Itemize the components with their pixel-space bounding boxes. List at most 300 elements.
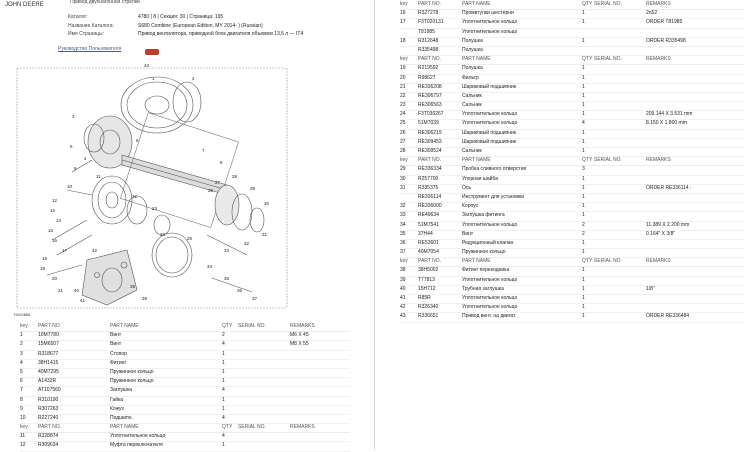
cell-key: 28 (400, 148, 406, 154)
cell-key: 26 (400, 129, 406, 136)
table-row (20, 406, 350, 415)
cell-part[interactable]: 10M7780 (38, 332, 59, 339)
header-qty: QTY (582, 157, 593, 164)
cell-qty: 1 (582, 102, 585, 109)
cell-key: 30 (400, 175, 406, 182)
cell-part[interactable]: AT107560 (38, 387, 61, 394)
callout-label: 8 (220, 160, 223, 165)
cell-name: Полушка (462, 46, 483, 53)
cell-part[interactable]: RE49634 (418, 212, 439, 219)
cell-key: 24 (400, 111, 406, 118)
cell-name: Подшипн. (110, 414, 133, 421)
table-row (400, 75, 745, 84)
cell-key: 27 (400, 138, 406, 145)
table-row (400, 130, 745, 139)
table-row (400, 267, 745, 276)
cell-key: 22 (400, 92, 406, 99)
cell-name: Сальник (462, 102, 482, 109)
table-row (400, 222, 745, 231)
cell-part[interactable]: R307263 (38, 405, 59, 412)
cell-remarks: 11.389 X 2.200 mm (646, 221, 690, 228)
catalog-info (68, 13, 303, 39)
cell-qty: 1 (222, 396, 225, 403)
cell-remarks: 1/8" (646, 285, 655, 292)
cell-key: 16 (400, 10, 406, 17)
cell-name: Уплотнительное кольцо (462, 276, 518, 283)
cell-name: Уплотнительное кольцо (462, 111, 518, 118)
table-row (20, 351, 350, 360)
header-part: PART NO. (418, 56, 442, 63)
cell-name: Фитинг переходника (462, 267, 510, 274)
cell-qty: 1 (582, 138, 585, 145)
cell-name: Фитинг (110, 359, 127, 366)
cell-part[interactable]: R227240 (38, 414, 59, 421)
parts-table-right (400, 1, 745, 323)
cell-name: Винт (110, 332, 122, 339)
cell-qty: 1 (582, 175, 585, 182)
cell-qty: 1 (582, 212, 585, 219)
header-qty: QTY (582, 258, 593, 265)
cell-part[interactable]: RE309524 (418, 148, 442, 154)
cell-part[interactable]: 15H712 (418, 285, 436, 292)
cell-key: 18 (400, 37, 406, 44)
cell-part[interactable]: R85R (418, 295, 431, 301)
callout-label: 33 (224, 248, 230, 253)
table-row (400, 148, 745, 157)
cell-qty: 1 (582, 83, 585, 90)
callout-label: 31 (262, 232, 268, 237)
cell-remarks: M6 X 45 (290, 332, 309, 339)
cell-name: Уплотнительное кольцо (462, 295, 518, 301)
red-badge-icon (145, 49, 159, 55)
table-row (400, 286, 745, 295)
table-row (400, 240, 745, 249)
callout-label: 34 (207, 264, 213, 269)
cell-name: Заглушка (110, 387, 133, 394)
cell-part[interactable]: 38H1415 (38, 359, 59, 366)
table-row (400, 176, 745, 185)
cell-key: 23 (400, 102, 406, 109)
cell-part[interactable]: RE336208 (418, 83, 442, 90)
callout-label: 2 (192, 76, 195, 81)
header-name: PART NAME (110, 323, 139, 329)
cell-qty: 1 (582, 65, 585, 72)
cell-qty: 4 (222, 433, 225, 440)
table-row (400, 102, 745, 111)
header-key: key (400, 56, 408, 63)
cell-part[interactable]: R328874 (38, 433, 59, 440)
cell-name: Трубная заглушка (462, 285, 504, 292)
cell-key: 2 (20, 341, 23, 348)
header-name: PART NAME (462, 1, 491, 7)
cell-qty: 1 (582, 285, 585, 292)
callout-label: 36 (237, 288, 243, 293)
table-row (20, 360, 350, 369)
cell-name: Привод вент. на двигат. (462, 313, 517, 320)
cell-part[interactable]: RE53601 (418, 239, 439, 246)
cell-name: Полушка (462, 65, 483, 72)
cell-key: 40 (400, 285, 406, 292)
header-key: key (400, 157, 408, 164)
cell-key: 36 (400, 239, 406, 246)
table-row (20, 442, 350, 451)
cell-name: Шариковый подшипник (462, 129, 516, 136)
cell-key: 12 (20, 442, 26, 449)
cell-remarks: 8.150 X 1.800 mm (646, 120, 687, 127)
callout-label: 28 (232, 174, 238, 179)
cell-name: Фильтр (462, 74, 479, 81)
cell-key: 29 (400, 166, 406, 173)
cell-part[interactable]: RE336334 (418, 166, 442, 173)
header-remarks: REMARKS (646, 258, 671, 265)
catalog-value: 4780 | 8 | Секция: 30 | Страница: 195 (138, 14, 224, 20)
cell-part[interactable]: R219592 (418, 65, 439, 72)
table-row (400, 47, 745, 56)
cell-remarks: ORDER T81985 (646, 19, 683, 26)
cell-qty: 1 (222, 442, 225, 449)
cell-part[interactable]: R312648 (418, 37, 439, 44)
table-row (400, 111, 745, 120)
cell-part[interactable]: 51M7039 (418, 120, 439, 127)
user-guide-link[interactable]: Руководство Пользователя (58, 46, 122, 52)
cell-key: 32 (400, 203, 406, 210)
cell-name: Пробка сливного отверстия (462, 166, 527, 173)
cell-qty: 1 (582, 10, 585, 17)
cell-key: 39 (400, 276, 406, 283)
catalog-name-value: S680 Combine (European Edition, MY 2014- ) (Russian) (138, 22, 263, 29)
callout-label: 15 (48, 228, 54, 233)
catalog-name-label: Название Каталога: (68, 22, 114, 29)
cell-part[interactable]: RE306219 (418, 129, 442, 136)
cell-remarks: ORDER RE336114 ; (646, 184, 692, 191)
cell-name: Сальник (462, 148, 482, 154)
table-row (400, 249, 745, 258)
cell-name: Сальник (462, 92, 482, 99)
callout-label: 42 (92, 248, 98, 253)
catalog-info-row (68, 13, 303, 22)
cell-qty: 1 (222, 350, 225, 357)
table-row (400, 313, 745, 322)
header-key: key (20, 323, 28, 329)
cell-part[interactable]: RE336114 (418, 193, 442, 200)
cell-part[interactable]: RE306563 (418, 102, 442, 109)
cell-part[interactable]: F3T030267 (418, 111, 444, 118)
table-row (400, 212, 745, 221)
page-name-label: Имя Страницы: (68, 31, 104, 37)
header-name: PART NAME (462, 157, 491, 164)
page-mini-title: Привод двухнагонной стрелки (70, 0, 140, 5)
callout-label: 11 (96, 174, 101, 179)
cell-name: Упорная шайба (462, 175, 498, 182)
cell-part[interactable]: R336651 (418, 313, 439, 320)
header-serial: SERIAL NO. (594, 1, 622, 7)
cell-qty: 4 (222, 341, 225, 348)
cell-part[interactable]: R257700 (418, 175, 439, 182)
table-row (400, 84, 745, 93)
fan-drive-diagram-svg (12, 60, 292, 315)
cell-name: Корпус (462, 203, 479, 210)
callout-label: 6 (136, 138, 139, 143)
cell-part[interactable]: R335375 (418, 184, 439, 191)
cell-key: 17 (400, 19, 406, 26)
header-serial: SERIAL NO. (594, 56, 622, 63)
cell-part[interactable]: F3T020131 (418, 19, 444, 26)
table-row (20, 369, 350, 378)
cell-name: Заглушка фитинга (462, 212, 505, 219)
cell-qty: 1 (222, 405, 225, 412)
table-row (20, 397, 350, 406)
callout-label: 37 (252, 296, 258, 301)
callout-label: 1 (152, 76, 155, 81)
cell-part[interactable]: RE336000 (418, 203, 442, 210)
table-header-row (20, 424, 350, 433)
cell-qty: 1 (582, 19, 585, 26)
header-remarks: REMARKS (646, 157, 671, 164)
table-row (400, 38, 745, 47)
cell-qty: 1 (582, 184, 585, 191)
table-row (400, 166, 745, 175)
header-name: PART NAME (462, 258, 491, 265)
header-key: key (400, 1, 408, 7)
callout-label: 32 (244, 241, 250, 246)
cell-part[interactable]: RE306797 (418, 92, 442, 99)
header-remarks: REMARKS (290, 323, 315, 329)
cell-part[interactable]: 37H44 (418, 230, 433, 237)
cell-name: Пружинное кольцо (110, 378, 154, 385)
cell-name: Ось (462, 184, 471, 191)
table-row (400, 295, 745, 304)
callout-label: 39 (130, 284, 136, 289)
cell-key: 38 (400, 267, 406, 274)
cell-key: 5 (20, 368, 23, 375)
cell-part[interactable]: 38H5002 (418, 267, 439, 274)
table-row (400, 194, 745, 203)
cell-key: 7 (20, 387, 23, 394)
header-qty: QTY (222, 323, 233, 329)
cell-qty: 1 (222, 368, 225, 375)
table-row (400, 277, 745, 286)
table-row (20, 387, 350, 396)
callout-label: 40 (74, 288, 80, 293)
cell-key: 8 (20, 396, 23, 403)
callout-label: 24 (160, 232, 166, 237)
cell-qty: 1 (582, 239, 585, 246)
callout-label: 4 (84, 156, 87, 161)
cell-part[interactable]: R309634 (38, 442, 59, 449)
cell-key: 20 (400, 74, 406, 81)
table-row (400, 231, 745, 240)
callout-label: 5 (70, 144, 73, 149)
table-header-row (400, 258, 745, 267)
cell-name: Уплотнительное кольцо (462, 28, 518, 35)
header-part: PART NO. (418, 1, 442, 7)
cell-name: Промвтулки шестерни (462, 10, 514, 17)
header-remarks: REMARKS (646, 56, 671, 63)
callout-label: 20 (52, 276, 58, 281)
callout-label: 38 (142, 296, 148, 301)
cell-key: 34 (400, 221, 406, 228)
cell-part[interactable]: RE309453 (418, 138, 442, 145)
cell-part[interactable]: A1432R (38, 378, 57, 385)
cell-qty: 4 (222, 387, 225, 394)
callout-label: 10 (67, 184, 73, 189)
table-header-row (20, 323, 350, 332)
cell-key: 11 (20, 433, 26, 440)
brand-logo-text: JOHN DEERE (5, 2, 44, 8)
cell-key: 10 (20, 414, 26, 421)
page-name-value: Привод вентилятора, приводной блок двигателя объемом 13,5 л — IT4 (138, 31, 304, 37)
callout-label: 7 (202, 148, 205, 153)
diagram-id-label: H102868 (14, 312, 31, 317)
cell-key: 42 (400, 304, 406, 311)
callout-label: 17 (62, 248, 68, 253)
cell-part[interactable]: R318677 (38, 350, 59, 357)
catalog-info-row (68, 22, 303, 31)
table-row (20, 341, 350, 350)
cell-qty: 2 (582, 221, 585, 228)
cell-qty: 1 (582, 295, 585, 301)
header-part: PART NO. (418, 258, 442, 265)
cell-name: Уплотнительное кольцо (462, 19, 518, 26)
cell-key: 33 (400, 212, 406, 219)
cell-qty: 1 (582, 267, 585, 274)
cell-remarks: ORDER RE336484 (646, 313, 690, 320)
cell-qty: 1 (222, 359, 225, 366)
header-serial: SERIAL NO. (594, 157, 622, 164)
cell-part[interactable]: R98627 (418, 74, 436, 81)
cell-part[interactable]: 51M7541 (418, 221, 439, 228)
header-key: key (400, 258, 408, 265)
cell-key: 37 (400, 249, 406, 256)
cell-part[interactable]: R327278 (418, 10, 439, 17)
table-row (20, 433, 350, 442)
catalog-info-row (68, 30, 303, 39)
table-row (400, 139, 745, 148)
header-part: PART NO. (38, 424, 62, 431)
header-qty: QTY (582, 56, 593, 63)
cell-part[interactable]: 40M7054 (418, 249, 439, 256)
cell-key: 31 (400, 184, 406, 191)
header-part: PART NO. (38, 323, 62, 329)
callout-label: 3 (72, 114, 75, 119)
catalog-label: Каталог: (68, 14, 88, 20)
page-divider (374, 0, 375, 450)
cell-qty: 1 (582, 74, 585, 81)
cell-part[interactable]: T77813 (418, 276, 435, 283)
cell-name: Пружинное кольцо (110, 368, 154, 375)
callout-label: 30 (264, 201, 270, 206)
header-qty: QTY (582, 1, 593, 7)
cell-qty: 1 (222, 378, 225, 385)
cell-name: Шариковый подшипник (462, 83, 516, 90)
callout-label: 12 (52, 198, 58, 203)
header-name: PART NAME (462, 56, 491, 63)
cell-part[interactable]: 40M7295 (38, 368, 59, 375)
cell-key: 3 (20, 350, 23, 357)
cell-qty: 1 (582, 111, 585, 118)
table-header-row (400, 157, 745, 166)
header-serial: SERIAL NO. (238, 323, 266, 329)
table-row (400, 304, 745, 313)
cell-name: Пружинное кольцо (462, 249, 506, 256)
cell-part[interactable]: R310190 (38, 396, 59, 403)
cell-qty: 1 (582, 304, 585, 311)
header-name: PART NAME (110, 424, 139, 431)
cell-key: 4 (20, 359, 23, 366)
cell-part[interactable]: R326340 (418, 304, 439, 311)
parts-table-left (20, 323, 350, 452)
table-row (400, 120, 745, 129)
cell-key: 9 (20, 405, 23, 412)
cell-qty: 1 (582, 37, 585, 44)
table-header-row (400, 56, 745, 65)
table-row (400, 93, 745, 102)
cell-qty: 1 (582, 193, 585, 200)
cell-key: 25 (400, 120, 406, 127)
callout-label: 41 (80, 298, 86, 303)
cell-remarks: M8 X 55 (290, 341, 309, 348)
callout-label: 43 (144, 63, 150, 68)
cell-qty: 4 (222, 414, 225, 421)
table-row (20, 332, 350, 341)
cell-name: Винт (110, 341, 122, 348)
callout-label: 25 (187, 236, 193, 241)
header-serial: SERIAL NO. (594, 258, 622, 265)
header-key: key (20, 424, 28, 431)
callout-label: 18 (42, 256, 48, 261)
callout-label: 9 (74, 166, 77, 171)
cell-name: Редукционный клапан (462, 239, 514, 246)
cell-key: 41 (400, 295, 406, 301)
cell-name: Уплотнительное кольцо (462, 221, 518, 228)
cell-part[interactable]: R335498 (418, 46, 439, 53)
callout-label: 21 (58, 288, 64, 293)
cell-remarks: 2n52 (646, 10, 658, 17)
cell-name: Уплотнительное кольцо (110, 433, 166, 440)
callout-label: 23 (152, 206, 158, 211)
table-row (20, 415, 350, 424)
cell-key: 1 (20, 332, 23, 339)
callout-label: 14 (56, 218, 62, 223)
table-row (400, 10, 745, 19)
cell-remarks: 209.144 X 3.531 mm (646, 111, 693, 118)
table-row (400, 185, 745, 194)
cell-qty: 1 (582, 129, 585, 136)
cell-part[interactable]: T81985 (418, 28, 435, 35)
header-serial: SERIAL NO. (238, 424, 266, 431)
cell-part[interactable]: 15M6507 (38, 341, 59, 348)
callout-label: 22 (132, 194, 138, 199)
callout-label: 16 (52, 238, 58, 243)
callout-label: 27 (215, 180, 221, 185)
cell-qty: 1 (582, 249, 585, 256)
callout-label: 26 (208, 188, 214, 193)
table-row (400, 19, 745, 28)
cell-name: Гайка (110, 396, 124, 403)
cell-name: Муфта переключателя (110, 442, 163, 449)
callout-label: 13 (50, 208, 56, 213)
cell-qty: 2 (222, 332, 225, 339)
cell-qty: 1 (582, 148, 585, 154)
cell-qty: 1 (582, 276, 585, 283)
cell-name: Уплотнительное кольцо (462, 304, 518, 311)
header-remarks: REMARKS (290, 424, 315, 431)
cell-qty: 1 (582, 92, 585, 99)
cell-key: 35 (400, 230, 406, 237)
table-row (400, 203, 745, 212)
cell-remarks: ORDER R335498 (646, 37, 686, 44)
cell-name: Инструмент для установки (462, 193, 525, 200)
